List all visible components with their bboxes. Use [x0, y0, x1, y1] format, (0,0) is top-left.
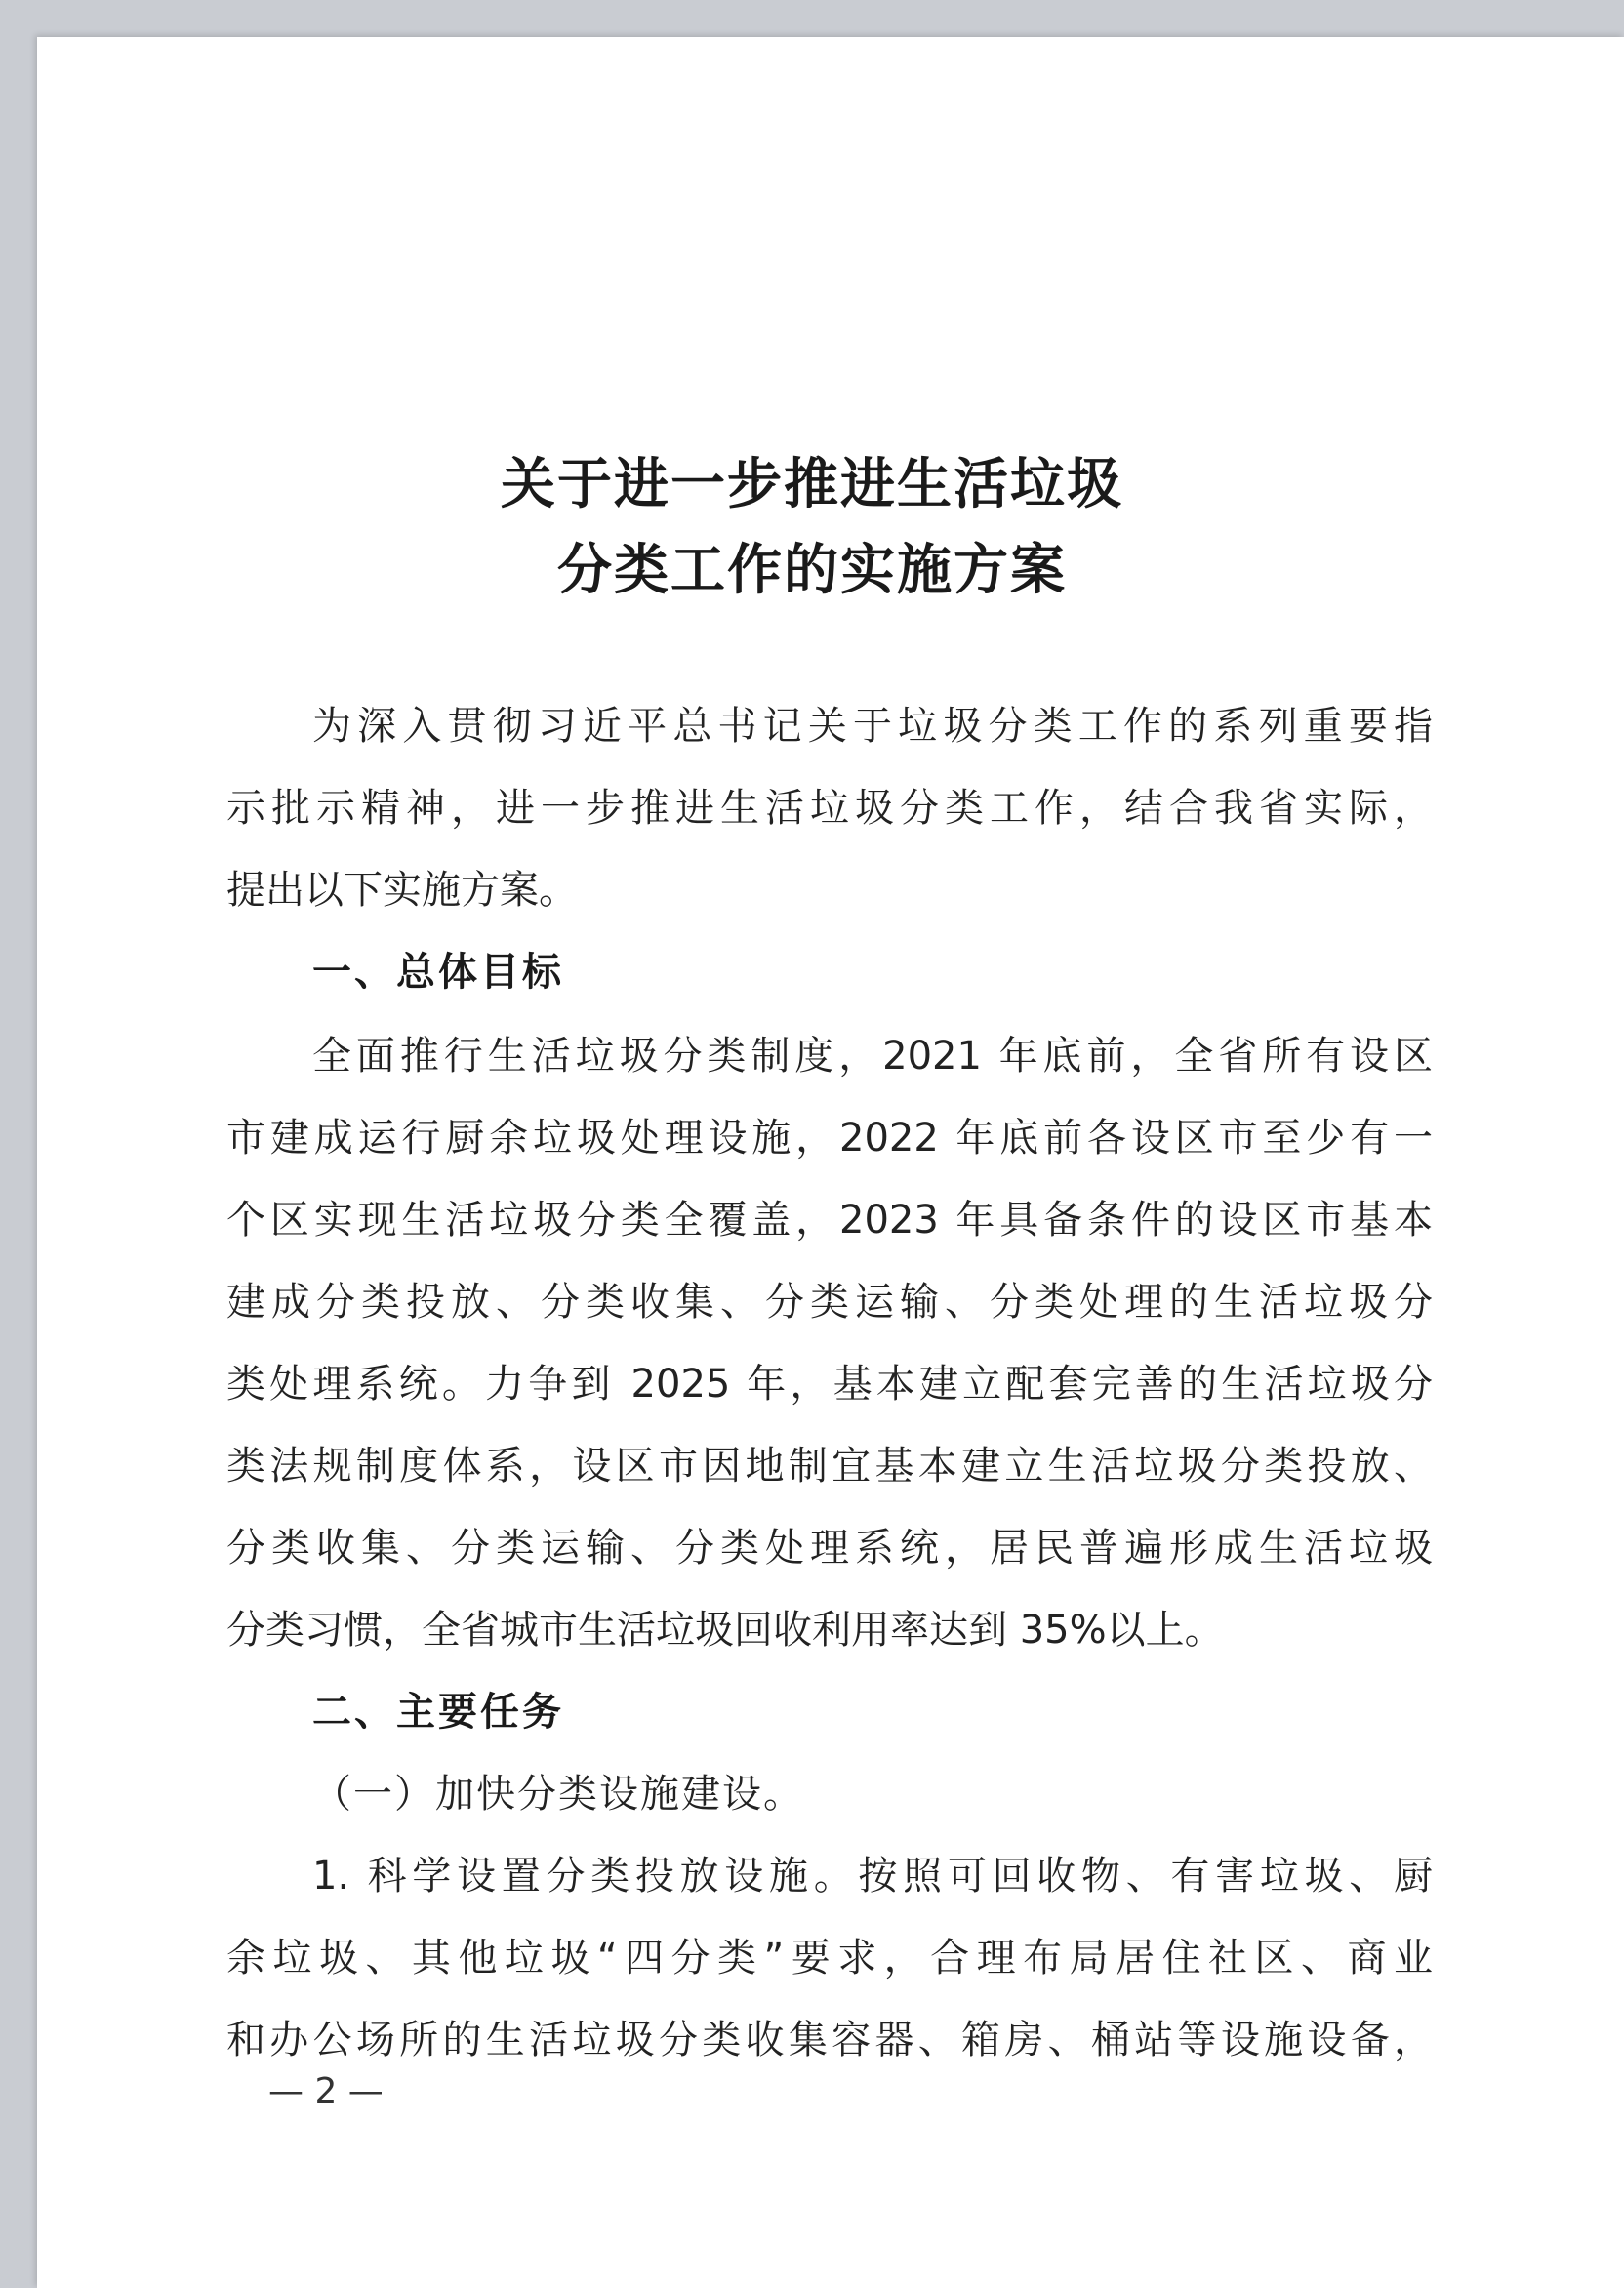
section-1-line-5: 类处理系统。力争到 2025 年，基本建立配套完善的生活垃圾分 — [226, 1362, 1433, 1407]
section-1-line-7: 分类收集、分类运输、分类处理系统，居民普遍形成生活垃圾 — [226, 1526, 1433, 1571]
item-1-line-2: 余垃圾、其他垃圾“四分类”要求，合理布局居住社区、商业 — [226, 1936, 1433, 1981]
section-2-heading: 二、主要任务 — [312, 1690, 564, 1735]
page-number: — 2 — — [268, 2071, 384, 2111]
section-1-line-8: 分类习惯，全省城市生活垃圾回收利用率达到 35%以上。 — [226, 1608, 1224, 1653]
section-1-line-4: 建成分类投放、分类收集、分类运输、分类处理的生活垃圾分 — [226, 1280, 1433, 1325]
subsection-1-heading: （一）加快分类设施建设。 — [312, 1772, 804, 1817]
intro-line-2: 示批示精神，进一步推进生活垃圾分类工作，结合我省实际， — [226, 786, 1433, 831]
section-1-heading: 一、总体目标 — [312, 950, 564, 995]
section-1-line-3: 个区实现生活垃圾分类全覆盖，2023 年具备条件的设区市基本 — [226, 1198, 1433, 1243]
item-1-line-1: 1. 科学设置分类投放设施。按照可回收物、有害垃圾、厨 — [312, 1854, 1433, 1899]
intro-line-3: 提出以下实施方案。 — [226, 868, 578, 913]
section-1-line-1: 全面推行生活垃圾分类制度，2021 年底前，全省所有设区 — [312, 1034, 1433, 1079]
intro-line-1: 为深入贯彻习近平总书记关于垃圾分类工作的系列重要指 — [312, 704, 1433, 749]
document-title-line-1: 关于进一步推进生活垃圾 — [501, 452, 1123, 516]
section-1-line-6: 类法规制度体系，设区市因地制宜基本建立生活垃圾分类投放、 — [226, 1444, 1433, 1489]
item-1-line-3: 和办公场所的生活垃圾分类收集容器、箱房、桶站等设施设备， — [226, 2018, 1433, 2063]
section-1-line-2: 市建成运行厨余垃圾处理设施，2022 年底前各设区市至少有一 — [226, 1116, 1433, 1161]
document-title-line-2: 分类工作的实施方案 — [557, 538, 1067, 602]
